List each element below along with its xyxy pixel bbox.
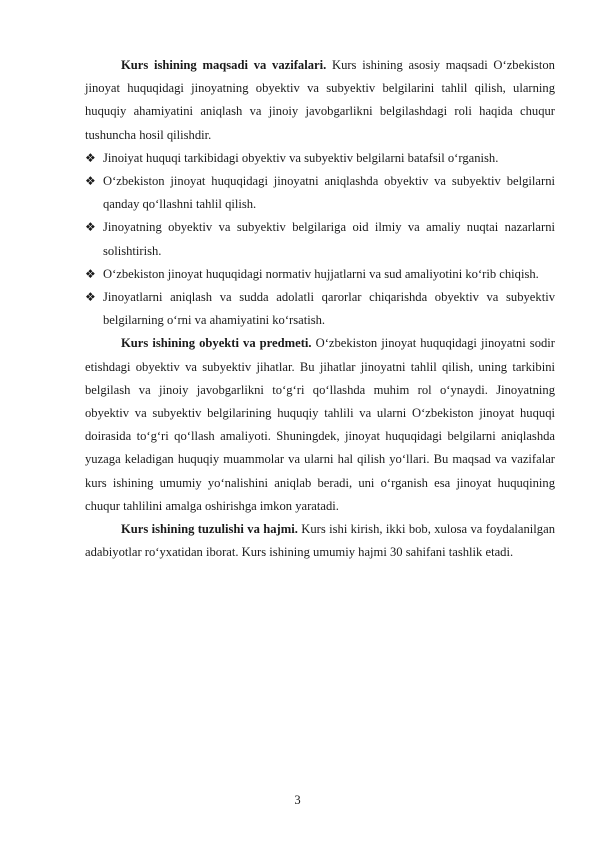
list-item: ❖ O‘zbekiston jinoyat huquqidagi normativ hujjatlarni va sud amaliyotini ko‘rib chiqish. xyxy=(85,263,555,286)
list-item: ❖ Jinoyatlarni aniqlash va sudda adolatli qarorlar chiqarishda obyektiv va subyektiv belgilarning o‘rni va ahamiyatini ko‘rsatish. xyxy=(85,286,555,332)
diamond-bullet-icon: ❖ xyxy=(85,290,96,305)
object-subject-paragraph xyxy=(85,332,555,518)
goals-heading: Kurs ishining maqsadi va vazifalari. xyxy=(121,58,327,72)
diamond-bullet-icon: ❖ xyxy=(85,174,96,189)
diamond-bullet-icon: ❖ xyxy=(85,266,96,281)
diamond-bullet-icon: ❖ xyxy=(85,220,96,235)
object-subject-heading: Kurs ishining obyekti va predmeti. xyxy=(121,336,312,351)
tasks-list xyxy=(85,147,555,333)
list-item: ❖ Jinoiyat huquqi tarkibidagi obyektiv va subyektiv belgilarni batafsil o‘rganish. xyxy=(85,147,555,170)
list-item: ❖ O‘zbekiston jinoyat huquqidagi jinoyatni aniqlashda obyektiv va subyektiv belgilarni qanday qo‘llashni tahlil qilish. xyxy=(85,170,555,216)
diamond-bullet-icon: ❖ xyxy=(85,150,96,165)
goals-text: Kurs ishining asosiy maqsadi O‘zbekiston jinoyat huquqidagi jinoyatning obyektiv va subyektiv belgilarini tahlil qilish, ularning huquqiy ahamiyatini aniqlash va jinoiy javobgarlikni belgilashdagi roli haqida chuqur tushuncha hosil qilishdir. xyxy=(85,58,555,142)
object-subject-text: O‘zbekiston jinoyat huquqidagi jinoyatni sodir etishdagi obyektiv va subyektiv jihatlar. Bu jihatlar jinoyatni tahlil qilish, uning tarkibini belgilash va jinoiy javobgarlikni to‘g‘ri qo‘llashda muhim rol o‘ynaydi. Jinoyatning obyektiv va subyektiv belgilarining huquqiy tahlili va ularni O‘zbekiston jinoyat huquqi doirasida to‘g‘ri qo‘llash amaliyoti. Shuningdek, jinoyat huquqidagi belgilarni aniqlashda yuzaga keladigan huquqiy muammolar va ularni hal qilish yo‘llari. Bu maqsad va vazifalar kurs ishining umumiy yo‘nalishini aniqlab beradi, uni o‘rganish esa jinoyat huquqining chuqur tahlilini amalga oshirishga imkon yaratadi. xyxy=(85,336,555,513)
structure-paragraph xyxy=(85,518,555,564)
goals-paragraph xyxy=(85,54,555,147)
page-number: 3 xyxy=(294,793,301,807)
list-item: ❖ Jinoyatning obyektiv va subyektiv belgilariga oid ilmiy va amaliy nuqtai nazarlarni solishtirish. xyxy=(85,216,555,262)
structure-text: Kurs ishi kirish, ikki bob, xulosa va foydalanilgan adabiyotlar ro‘yxatidan iborat. Kurs ishining umumiy hajmi 30 sahifani tashlik etadi. xyxy=(85,522,555,560)
document-page xyxy=(85,54,555,564)
structure-heading: Kurs ishining tuzulishi va hajmi. xyxy=(121,522,298,537)
